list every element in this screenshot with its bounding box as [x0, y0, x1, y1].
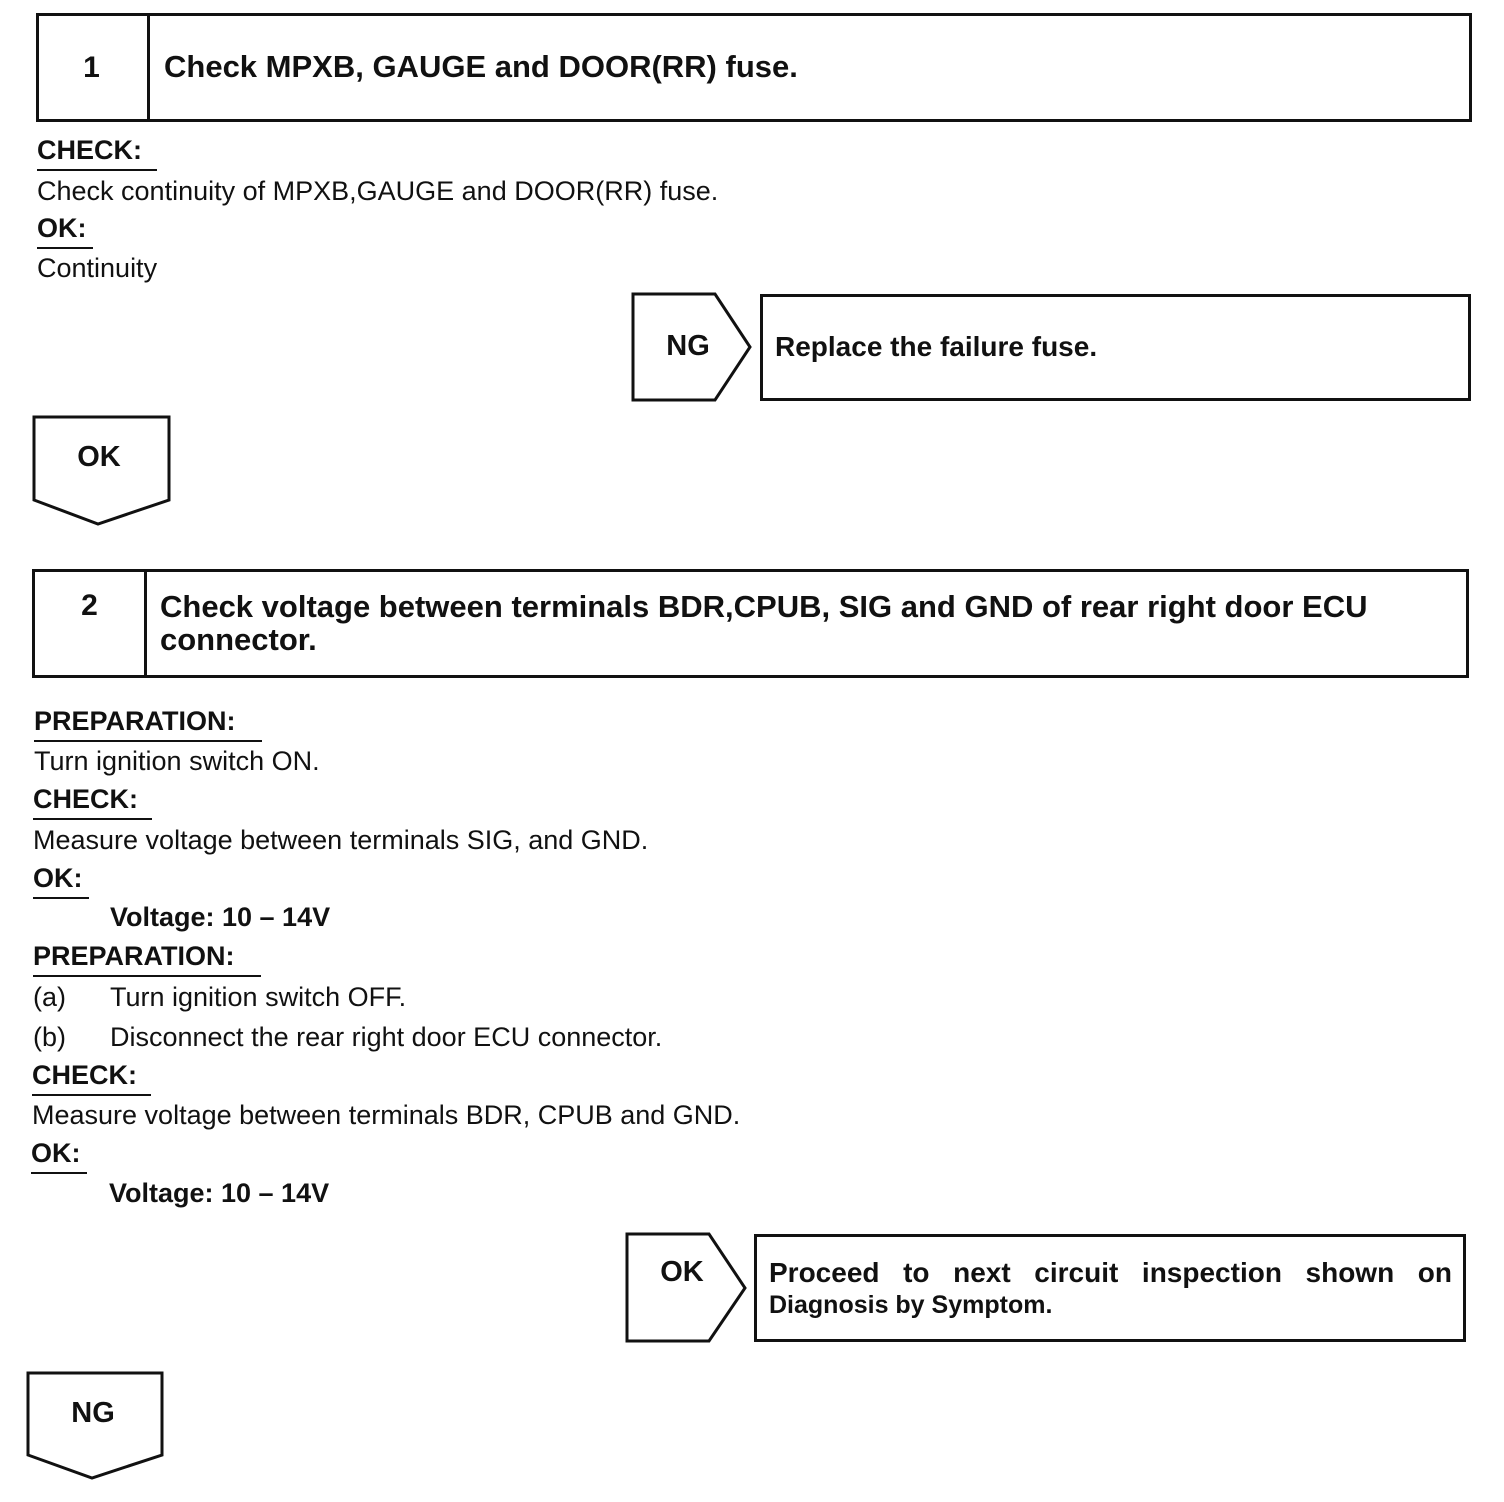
step2-prep2-item-a-text: Turn ignition switch OFF. — [110, 982, 407, 1012]
step2-check1-underline — [33, 818, 152, 820]
step2-ok-result-line1: Proceed to next circuit inspection shown on — [769, 1257, 1452, 1288]
step1-check-label: CHECK: — [37, 135, 142, 165]
step2-ok2-spec: Voltage: 10 – 14V — [109, 1178, 330, 1208]
step2-check2-text: Measure voltage between terminals BDR, CPUB and GND. — [32, 1100, 741, 1130]
step2-ok2-underline — [31, 1172, 87, 1174]
step1-ok-badge: OK — [77, 441, 121, 473]
step1-ng-result-text: Replace the failure fuse. — [775, 331, 1098, 362]
step2-prep2-item-a-marker: (a) — [33, 982, 66, 1012]
step2-prep1-label: PREPARATION: — [34, 706, 236, 736]
step2-title: Check voltage between terminals BDR,CPUB, SIG and GND of rear right door ECU connector. — [160, 589, 1368, 657]
step1-ok-label: OK: — [37, 213, 87, 243]
step2-ok-result-line2: Diagnosis by Symptom — [769, 1291, 1046, 1319]
step1-ng-badge: NG — [666, 330, 710, 362]
step2-ok1-label: OK: — [33, 863, 83, 893]
step2-ng-badge: NG — [71, 1397, 115, 1429]
step2-ok1-underline — [33, 897, 89, 899]
step1-number: 1 — [36, 13, 150, 122]
step2-ok-result-line2-wrap — [769, 1289, 1052, 1321]
step2-number-divider — [144, 569, 147, 678]
step2-check2-underline — [32, 1094, 151, 1096]
step2-prep2-item-b-marker: (b) — [33, 1022, 66, 1052]
step2-ok1-spec: Voltage: 10 – 14V — [110, 902, 331, 932]
step2-prep1-underline — [34, 740, 262, 742]
step2-prep2-item-b-text: Disconnect the rear right door ECU connector. — [110, 1022, 663, 1052]
step2-ok-result-suffix: . — [1045, 1291, 1053, 1319]
step2-check1-label: CHECK: — [33, 784, 138, 814]
step2-ok-badge: OK — [660, 1256, 704, 1288]
step1-check-text: Check continuity of MPXB,GAUGE and DOOR(RR) fuse. — [37, 176, 719, 206]
step2-check1-text: Measure voltage between terminals SIG, and GND. — [33, 825, 649, 855]
step2-prep2-underline — [33, 975, 261, 977]
step2-check2-label: CHECK: — [32, 1060, 137, 1090]
step1-ok-text: Continuity — [37, 253, 158, 283]
step2-number: 2 — [81, 589, 98, 622]
step2-prep1-text: Turn ignition switch ON. — [34, 746, 320, 776]
step2-prep2-label: PREPARATION: — [33, 941, 235, 971]
step1-title: Check MPXB, GAUGE and DOOR(RR) fuse. — [164, 49, 798, 84]
step2-ok2-label: OK: — [31, 1138, 81, 1168]
